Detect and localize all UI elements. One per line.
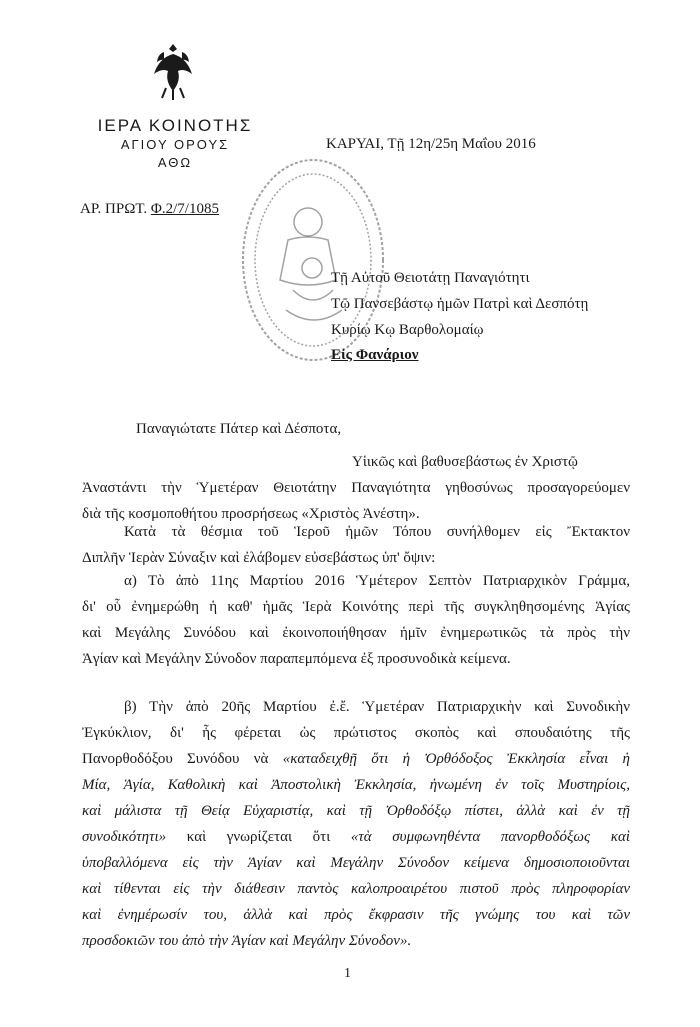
text-line: δι' οὗ ἐνημερώθη ἡ καθ' ἡμᾶς Ἱερὰ Κοινότης περὶ τῆς συγκληθησομένης Ἁγίας	[82, 599, 630, 615]
quote-segment: συνοδικότητι»	[82, 829, 167, 845]
text-line: Ἐγκύκλιον, δι' ἧς φέρεται ὡς πρώτιστος σκοπὸς καὶ σπουδαιότης τῆς	[82, 725, 630, 741]
text-line: Κατὰ τὰ θέσμια τοῦ Ἱεροῦ ἡμῶν Τόπου συνήλθομεν εἰς Ἔκτακτον	[124, 524, 630, 540]
text-line: καὶ ἐνημέρωσίν του, ἀλλὰ καὶ πρὸς ἔκφρασιν τῆς γνώμης του καὶ τῶν	[82, 907, 630, 923]
org-name-line2: ΑΓΙΟΥ ΟΡΟΥΣ	[120, 137, 230, 152]
org-name-line3: ΑΘΩ	[157, 155, 193, 170]
protocol-value: Φ.2/7/1085	[150, 201, 219, 217]
paragraph-item-b	[82, 694, 630, 954]
paragraph-greeting	[82, 449, 630, 527]
addressee-line2: Τῷ Πανσεβάστῳ ἡμῶν Πατρὶ καὶ Δεσπότῃ	[331, 296, 589, 312]
addressee-line3: Κυρίῳ Κῳ Βαρθολομαίῳ	[331, 322, 484, 338]
dateline: ΚΑΡΥΑΙ, Τῇ 12η/25η Μαΐου 2016	[326, 136, 536, 152]
text-line: ὑποβαλλόμενα εἰς τὴν Ἁγίαν καὶ Μεγάλην Σύνοδον κείμενα δημοσιοποιοῦνται	[82, 855, 630, 871]
text-line: καὶ Μεγάλης Συνόδου καὶ ἐκοινοποιήθησαν ἡμῖν ἐνημερωτικῶς τὰ πρὸς τὴν	[82, 625, 630, 641]
text-line: Μία, Ἁγία, Καθολικὴ καὶ Ἀποστολικὴ Ἐκκλησία, ἡνωμένη ἐν τοῖς Μυστηρίοις,	[82, 777, 630, 793]
paragraph-item-a	[82, 568, 630, 672]
text-line: Ἁγίαν καὶ Μεγάλην Σύνοδον παραπεμπόμενα ἐξ προσυνοδικὰ κείμενα.	[82, 651, 511, 667]
text-segment: καὶ γνωρίζεται ὅτι	[166, 829, 351, 845]
text-line: Ἀναστάντι τὴν Ὑμετέραν Θειοτάτην Παναγιότητα γηθοσύνως προσαγορεύομεν	[82, 480, 630, 496]
double-headed-eagle-emblem	[152, 42, 194, 102]
text-line: Διπλῆν Ἱερὰν Σύναξιν καὶ ἐλάβομεν εὐσεβάστως ὑπ' ὄψιν:	[82, 550, 436, 566]
quote-segment: «τὰ συμφωνηθέντα πανορθοδόξως καὶ	[350, 829, 631, 845]
text-line: Υἱικῶς καὶ βαθυσεβάστως ἐν Χριστῷ	[352, 454, 578, 470]
protocol-number	[80, 201, 219, 218]
paragraph-synaxis	[82, 519, 630, 571]
text-line: διὰ τῆς κοσμοποθήτου προσρήσεως «Χριστὸς Ἀνέστη».	[82, 506, 420, 522]
addressee-destination: Εἰς Φανάριον	[331, 347, 419, 363]
addressee-line1: Τῇ Αὐτοῦ Θειοτάτῃ Παναγιότητι	[331, 270, 530, 286]
text-line: καὶ τίθενται εἰς τὴν διάθεσιν παντὸς καλοπροαιρέτου πιστοῦ πρὸς πληροφορίαν	[82, 881, 630, 897]
text-line: καὶ μάλιστα τῇ Θείᾳ Εὐχαριστίᾳ, καὶ τῇ Ὀρθοδόξῳ πίστει, ἀλλὰ καὶ ἐν τῇ	[82, 803, 630, 819]
text-line	[82, 824, 630, 850]
text-line: β) Τὴν ἀπὸ 20ῆς Μαρτίου ἐ.ἔ. Ὑμετέραν Πατριαρχικὴν καὶ Συνοδικὴν	[124, 699, 630, 715]
org-name-line1: ΙΕΡΑ ΚΟΙΝΟΤΗΣ	[97, 116, 253, 135]
text-line: προσδοκιῶν του ἀπὸ τὴν Ἁγίαν καὶ Μεγάλην Σύνοδον».	[82, 933, 412, 949]
salutation: Παναγιώτατε Πάτερ καὶ Δέσποτα,	[136, 421, 342, 437]
text-segment: Πανορθοδόξου Συνόδου νὰ	[82, 751, 283, 767]
protocol-label: ΑΡ. ΠΡΩΤ.	[80, 201, 148, 217]
text-line: α) Τὸ ἀπὸ 11ης Μαρτίου 2016 Ὑμέτερον Σεπτὸν Πατριαρχικὸν Γράμμα,	[124, 573, 630, 589]
page-number: 1	[344, 966, 351, 981]
text-line	[82, 746, 630, 772]
quote-segment: «καταδειχθῇ ὅτι ἡ Ὀρθόδοξος Ἐκκλησία εἶναι ἡ	[282, 751, 630, 767]
